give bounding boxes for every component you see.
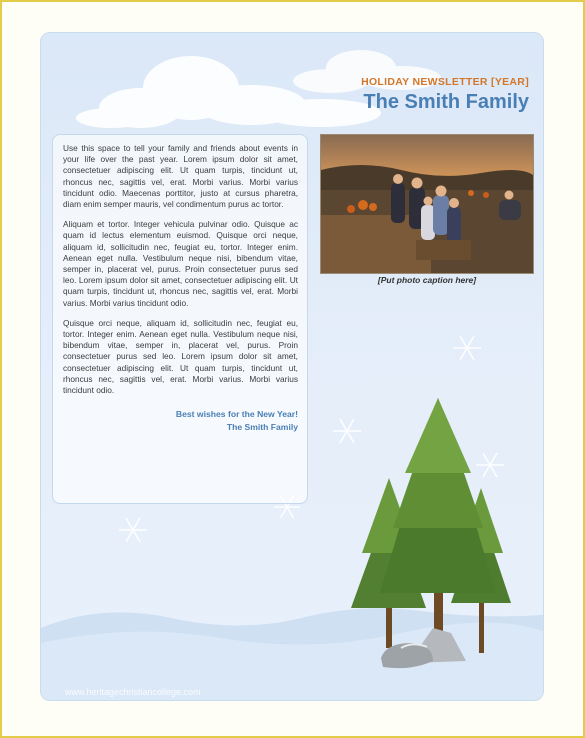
body-paragraph: Quisque orci neque, aliquam id, sollicitudin nec, feugiat eu, tortor. Integer enim. Aenean eget nulla. Vestibulum neque nisi, bibendum vitae, semper in, placerat vel, purus. Proin consectetuer purus sed leo. Lorem ipsum dolor sit amet, consectetuer adipiscing elit. Ut quam turpis, tincidunt ut, rhoncus nec, sagittis vel, erat. Morbi varius. Morbi varius tincidunt odio. [63, 317, 298, 396]
photo-caption: [Put photo caption here] [377, 275, 477, 285]
closing-signature [63, 408, 298, 434]
family-photo-image [321, 135, 533, 273]
body-text-panel [52, 134, 308, 504]
watermark: www.heritagechristiancollege.com [65, 687, 201, 697]
newsletter-page [40, 32, 544, 701]
body-paragraph: Aliquam et tortor. Integer vehicula pulvinar odio. Quisque ac quam id lectus elementum euismod. Quisque orci neque, aliquam id, sollicitudin nec, feugiat eu, tortor. Integer enim. Aenean eget nulla. Vestibulum neque nisi, bibendum vitae, semper in, placerat vel, purus. Proin consectetuer purus sed leo. Lorem ipsum dolor sit amet, consectetuer adipiscing elit. Ut quam turpis, tincidunt ut, rhoncus nec, sagittis vel, erat. Morbi varius. Morbi varius tincidunt odio. [63, 219, 298, 308]
newsletter-header [361, 76, 529, 114]
body-paragraph: Use this space to tell your family and friends about events in your life over the past year. Lorem ipsum dolor sit amet, consectetuer adipiscing elit. Ut quam turpis, tincidunt ut, rhoncus nec, sagittis vel, erat. Morbi varius. Morbi varius tincidunt odio. Maecenas porttitor, justo at cursus pharetra, diam enim semper mauris, vel condimentum purus ac tortor. [63, 143, 298, 210]
closing-signoff: The Smith Family [226, 422, 298, 433]
family-photo[interactable] [320, 134, 534, 274]
closing-greeting: Best wishes for the New Year! [175, 409, 298, 420]
newsletter-kicker: HOLIDAY NEWSLETTER [YEAR] [361, 76, 529, 88]
page-title: The Smith Family [363, 91, 529, 113]
